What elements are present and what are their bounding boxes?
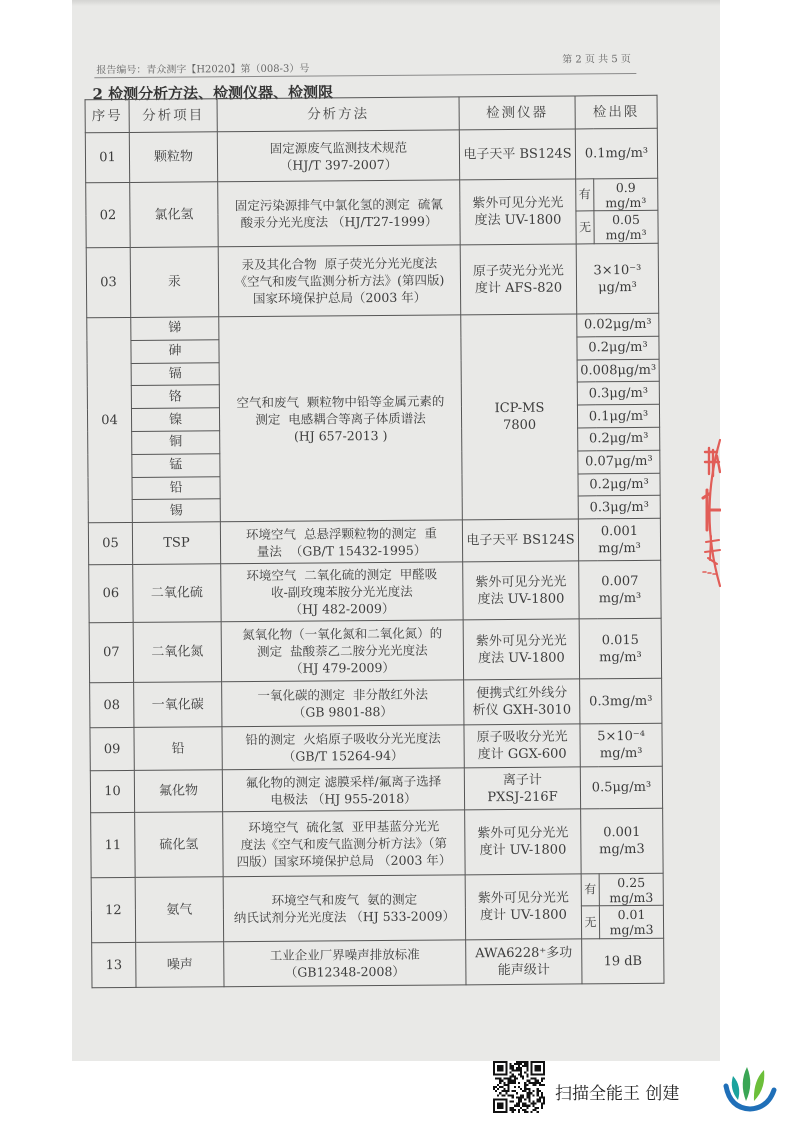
row-01-instrument: 电子天平 BS124S (459, 129, 575, 180)
row-05-method: 环境空气 总悬浮颗粒物的测定 重 量法 （GB/T 15432-1995） (220, 520, 462, 564)
row-13-instrument: AWA6228⁺多功 能声级计 (466, 939, 582, 985)
row-09-limit: 5×10⁻⁴ mg/m³ (580, 723, 662, 767)
row-04-limit-4: 0.3μg/m³ (577, 382, 659, 405)
qr-code-icon (493, 1061, 545, 1113)
col-header-method: 分析方法 (217, 97, 459, 132)
row-10-item: 氟化物 (134, 770, 222, 813)
row-08-number: 08 (90, 683, 134, 728)
row-05-limit: 0.001 mg/m³ (578, 518, 660, 561)
row-06-limit: 0.007 mg/m³ (579, 560, 661, 619)
table-row (92, 938, 664, 987)
row-03-item: 汞 (130, 247, 219, 318)
row-05-number: 05 (88, 523, 132, 565)
table-header-row (85, 95, 657, 132)
table-row (86, 243, 659, 317)
seal-stamp-icon (697, 438, 721, 588)
row-03-method: 汞及其化合物 原子荧光分光光度法 《空气和废气监测分析方法》(第四版) 国家环境保护总局（2003 年） (218, 245, 461, 317)
row-13-limit: 19 dB (582, 938, 664, 984)
col-header-limit: 检出限 (575, 95, 657, 129)
row-04-item-1: 锑 (131, 317, 219, 340)
row-02-limit-value-1: 0.9 mg/m³ (594, 178, 658, 211)
row-11-method: 环境空气 硫化氢 亚甲基蓝分光光 度法《空气和废气监测分析方法》（第 四版）国家环境保护总局 （2003 年） (223, 810, 466, 877)
row-12-item: 氨气 (135, 877, 224, 943)
table-row (89, 618, 661, 682)
row-09-instrument: 原子吸收分光光 度计 GGX-600 (464, 724, 580, 768)
table-row (90, 723, 662, 770)
row-12-limit-value-1: 0.25 mg/m3 (599, 873, 663, 906)
row-04-number: 04 (87, 317, 133, 523)
row-04-item-3: 镉 (131, 362, 219, 385)
row-12-limit-label-1: 有 (581, 874, 599, 906)
row-11-limit: 0.001 mg/m3 (581, 808, 664, 874)
row-04-limit-7: 0.07μg/m³ (578, 450, 660, 473)
row-04-item-4: 铬 (131, 385, 219, 408)
row-12-number: 12 (91, 878, 136, 943)
row-05-instrument: 电子天平 BS124S (462, 519, 578, 562)
row-04-instrument: ICP-MS 7800 (461, 314, 579, 520)
row-07-method: 氮氧化物（一氧化氮和二氧化氮）的 测定 盐酸萘乙二胺分光光度法 （HJ 479-2009） (221, 620, 463, 682)
row-09-method: 铅的测定 火焰原子吸收分光光度法 （GB/T 15264-94） (222, 725, 464, 770)
row-12-limit-value-2: 0.01 mg/m3 (599, 905, 663, 939)
row-08-item: 一氧化碳 (134, 682, 222, 728)
row-12-instrument: 紫外可见分光光 度计 UV-1800 (465, 874, 582, 940)
table-row (89, 560, 661, 622)
row-07-instrument: 紫外可见分光光 度法 UV-1800 (463, 619, 579, 680)
table-row (91, 808, 663, 877)
row-07-limit: 0.015 mg/m³ (579, 618, 661, 679)
row-04-item-9: 锡 (132, 499, 220, 522)
table-row (86, 178, 658, 214)
row-03-number: 03 (86, 247, 131, 317)
col-header-instrument: 检测仪器 (459, 96, 575, 130)
row-04-item-2: 砷 (131, 340, 219, 363)
row-09-number: 09 (90, 728, 134, 771)
row-06-method: 环境空气 二氧化硫的测定 甲醛吸 收-副玫瑰苯胺分光光度法 （HJ 482-2009） (221, 562, 463, 622)
col-header-number: 序号 (85, 99, 129, 132)
row-03-instrument: 原子荧光分光光 度计 AFS-820 (460, 244, 577, 315)
row-07-item: 二氧化氮 (133, 622, 221, 683)
row-13-method: 工业企业厂界噪声排放标准 （GB12348-2008） (224, 940, 466, 987)
row-04-item-8: 铅 (132, 476, 220, 499)
row-01-limit: 0.1mg/m³ (575, 128, 657, 179)
row-02-item: 氯化氢 (130, 182, 219, 248)
row-06-item: 二氧化硫 (133, 564, 221, 623)
row-06-number: 06 (89, 565, 133, 623)
row-02-limit-label-2: 无 (576, 211, 594, 244)
row-08-instrument: 便携式红外线分 析仪 GXH-3010 (464, 679, 580, 725)
row-11-instrument: 紫外可见分光光 度计 UV-1800 (465, 809, 582, 875)
row-04-limit-6: 0.2μg/m³ (578, 427, 660, 450)
row-10-limit: 0.5μg/m³ (580, 766, 662, 809)
table-row (87, 313, 659, 340)
report-number: 报告编号：青众测字【H2020】第（008-3）号 (96, 63, 310, 77)
row-13-item: 噪声 (136, 942, 224, 988)
row-04-limit-9: 0.3μg/m³ (578, 496, 660, 519)
section-title: 2 检测分析方法、检测仪器、检测限 (92, 83, 334, 104)
row-11-number: 11 (91, 813, 136, 878)
row-04-limit-3: 0.008μg/m³ (577, 359, 659, 382)
row-04-limit-8: 0.2μg/m³ (578, 473, 660, 496)
row-13-number: 13 (92, 943, 136, 988)
camscanner-logo-icon (722, 1062, 778, 1114)
row-10-instrument: 离子计 PXSJ-216F (464, 767, 580, 810)
row-04-item-5: 镍 (131, 408, 219, 431)
col-header-item: 分析项目 (129, 99, 217, 133)
row-02-method: 固定污染源排气中氯化氢的测定 硫氰 酸汞分光光度法 （HJ/T27-1999） (218, 180, 461, 247)
row-09-item: 铅 (134, 727, 222, 771)
row-12-method: 环境空气和废气 氨的测定 纳氏试剂分光光度法 （HJ 533-2009） (223, 875, 466, 942)
row-10-method: 氟化物的测定 滤膜采样/氟离子选择 电极法 （HJ 955-2018） (222, 768, 464, 812)
row-04-item-7: 锰 (132, 454, 220, 477)
row-03-limit: 3×10⁻³ μg/m³ (576, 243, 659, 314)
row-12-limit-label-2: 无 (581, 906, 599, 939)
row-08-method: 一氧化碳的测定 非分散红外法 （GB 9801-88） (222, 680, 464, 727)
row-04-method: 空气和废气 颗粒物中铅等金属元素的 测定 电感耦合等离子体质谱法 (HJ 657-2013 ) (219, 315, 463, 522)
row-02-limit-label-1: 有 (576, 179, 594, 211)
row-01-number: 01 (85, 132, 129, 182)
methods-table (85, 95, 665, 989)
row-02-limit-value-2: 0.05 mg/m³ (594, 210, 658, 244)
row-04-item-6: 铜 (132, 431, 220, 454)
row-01-item: 颗粒物 (129, 132, 217, 183)
table-row (90, 766, 662, 812)
row-02-instrument: 紫外可见分光光 度法 UV-1800 (460, 179, 577, 245)
row-01-method: 固定源废气监测技术规范 （HJ/T 397-2007） (217, 130, 459, 182)
row-02-number: 02 (86, 182, 131, 247)
row-04-limit-1: 0.02μg/m³ (577, 313, 659, 336)
row-06-instrument: 紫外可见分光光 度法 UV-1800 (463, 561, 579, 620)
row-04-limit-5: 0.1μg/m³ (577, 404, 659, 427)
row-10-number: 10 (90, 771, 134, 813)
row-11-item: 硫化氢 (135, 812, 224, 878)
scanner-credit: 扫描全能王 创建 (555, 1084, 680, 1104)
row-07-number: 07 (89, 623, 133, 683)
row-04-limit-2: 0.2μg/m³ (577, 336, 659, 359)
table-row (85, 128, 657, 182)
page-info: 第 2 页 共 5 页 (562, 54, 631, 66)
row-08-limit: 0.3mg/m³ (580, 678, 662, 724)
table-row (90, 678, 662, 727)
table-row (88, 518, 660, 564)
table-row (91, 873, 663, 909)
row-05-item: TSP (132, 522, 220, 565)
